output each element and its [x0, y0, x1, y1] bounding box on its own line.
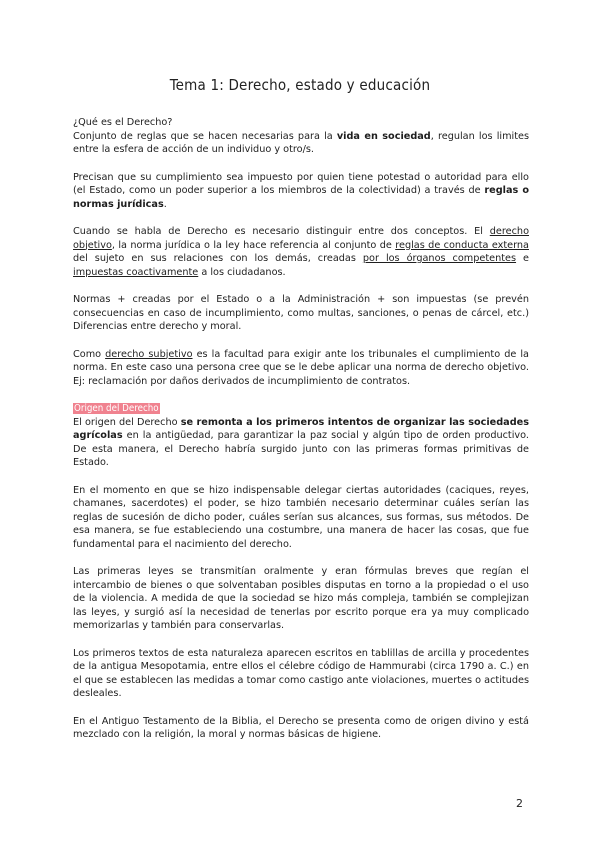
- underlined-term: impuestas coactivamente: [73, 266, 199, 278]
- paragraph-primeras-leyes: Las primeras leyes se transmitían oralmente y eran fórmulas breves que regían el intercambio de bienes o que solventaban posibles disputas en torno a la propiedad o el uso de la violencia. A medida de que la sociedad se hizo más compleja, también se complejizan las leyes, y surgió así la necesidad de tenerlas por escrito porque era ya muy complicado memorizarlas y también para conservarlas.: [73, 566, 529, 631]
- text-span: en la antigüedad, para garantizar la paz social y algún tipo de orden productivo. De esta manera, el Derecho habría surgido junto con las primeras formas primitivas de Estado.: [73, 430, 529, 468]
- bold-term: se remonta a los primeros intentos de organizar las sociedades agrícolas: [73, 416, 529, 441]
- text-span: , la norma jurídica o la ley hace referencia al conjunto de: [111, 239, 396, 251]
- text-span: Conjunto de reglas que se hacen necesarias para la: [73, 130, 337, 142]
- paragraph-antiguo-testamento: En el Antiguo Testamento de la Biblia, el Derecho se presenta como de origen divino y está mezclado con la religión, la moral y normas básicas de higiene.: [73, 715, 529, 740]
- page-title: Tema 1: Derecho, estado y educación: [169, 76, 431, 94]
- text-span: El origen del Derecho: [73, 416, 181, 428]
- paragraph-autoridades: En el momento en que se hizo indispensable delegar ciertas autoridades (caciques, reyes, chamanes, sacerdotes) el poder, se hizo también necesario determinar cuáles serían las reglas de sucesión de dicho poder, cuáles serían sus alcances, sus formas, sus métodos. De esa manera, se fue estableciendo una costumbre, una manera de hacer las cosas, que fue fundamental para el nacimiento del derecho.: [73, 484, 529, 550]
- paragraph-normas: [73, 171, 529, 212]
- text-span: es la facultad para exigir ante los tribunales el cumplimiento de la norma. En este caso una persona cree que se le debe aplicar una norma de derecho objetivo. Ej: reclamación por daños derivados de incumplimiento de contratos.: [73, 348, 529, 387]
- text-span: a los ciudadanos.: [198, 266, 286, 278]
- text-span: Como: [73, 348, 106, 360]
- bold-term: reglas o normas jurídicas: [73, 185, 529, 210]
- page-number: 2: [516, 797, 523, 810]
- section-heading: Origen del Derecho: [74, 403, 159, 414]
- paragraph-normas-estado: Normas + creadas por el Estado o a la Administración + son impuestas (se prevén consecuencias en caso de incumplimiento, como multas, sanciones, o penas de cárcel, etc.) Diferencias entre derecho y moral.: [73, 294, 529, 332]
- underlined-term: derecho subjetivo: [105, 348, 193, 360]
- paragraph-origen: [73, 416, 529, 470]
- text-span: Cuando se habla de Derecho es necesario distinguir entre dos conceptos. El: [73, 226, 490, 237]
- document-body: [73, 116, 529, 756]
- bold-term: vida en sociedad: [336, 130, 431, 142]
- paragraph-definition: [73, 130, 529, 157]
- text-span: Precisan que su cumplimiento sea impuesto por quien tiene potestad o autoridad para ello (el Estado, como un poder superior a los miembros de la colectividad) a través de: [73, 171, 529, 196]
- text-span: del sujeto en sus relaciones con los demás, creadas: [73, 253, 363, 264]
- question-line: ¿Qué es el Derecho?: [73, 117, 173, 128]
- underlined-term: derecho objetivo: [73, 226, 529, 251]
- underlined-term: reglas de conducta externa: [395, 239, 529, 251]
- section-heading-line: [73, 402, 529, 416]
- underlined-term: por los órganos competentes: [362, 253, 517, 264]
- text-span: e: [516, 253, 530, 264]
- paragraph-primeros-textos: Los primeros textos de esta naturaleza aparecen escritos en tablillas de arcilla y procedentes de la antigua Mesopotamia, entre ellos el célebre código de Hammurabi (circa 1790 a. C.) en el que se establecen las medidas a tomar como castigo ante violaciones, muertes o actitudes desleales.: [73, 647, 529, 699]
- paragraph-conceptos: [73, 225, 529, 279]
- paragraph-subjetivo: [73, 348, 529, 389]
- text-span: , regulan los limites entre la esfera de acción de un individuo y otro/s.: [73, 130, 530, 155]
- text-span: .: [163, 198, 167, 210]
